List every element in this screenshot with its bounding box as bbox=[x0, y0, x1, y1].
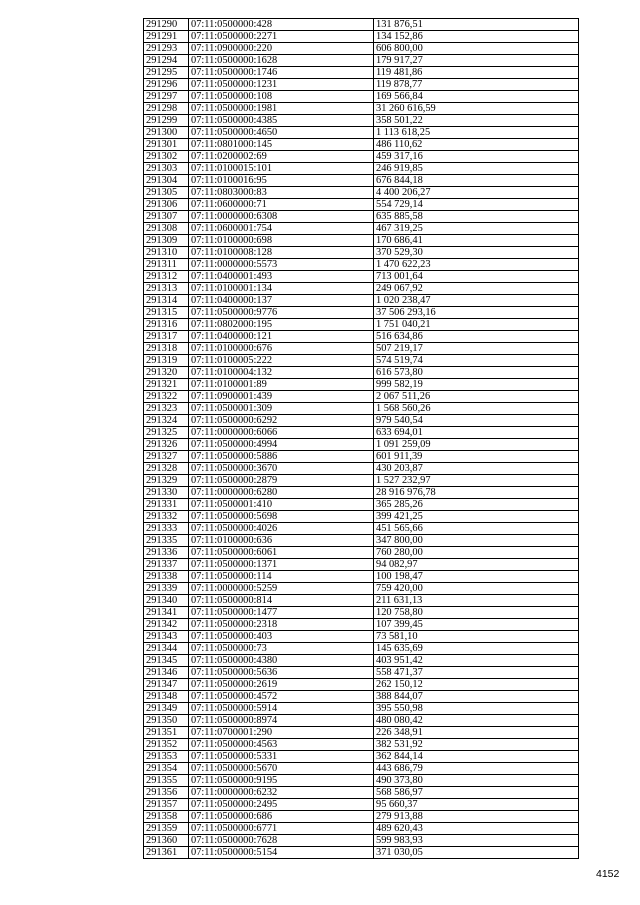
value-cell: 37 506 293,16 bbox=[374, 307, 579, 319]
table-row bbox=[144, 463, 579, 475]
value-cell: 388 844,07 bbox=[374, 691, 579, 703]
value-cell: 169 566,84 bbox=[374, 91, 579, 103]
cadastral-number-cell: 07:11:0500000:8974 bbox=[189, 715, 374, 727]
cadastral-number-cell: 07:11:0500000:4380 bbox=[189, 655, 374, 667]
value-cell: 107 399,45 bbox=[374, 619, 579, 631]
cadastral-number-cell: 07:11:0000000:5573 bbox=[189, 259, 374, 271]
row-number-cell: 291332 bbox=[144, 511, 189, 523]
table-row bbox=[144, 799, 579, 811]
table-row bbox=[144, 343, 579, 355]
cadastral-number-cell: 07:11:0500000:2619 bbox=[189, 679, 374, 691]
table-row bbox=[144, 331, 579, 343]
row-number-cell: 291295 bbox=[144, 67, 189, 79]
row-number-cell: 291341 bbox=[144, 607, 189, 619]
row-number-cell: 291343 bbox=[144, 631, 189, 643]
value-cell: 362 844,14 bbox=[374, 751, 579, 763]
value-cell: 211 631,13 bbox=[374, 595, 579, 607]
value-cell: 633 694,01 bbox=[374, 427, 579, 439]
cadastral-number-cell: 07:11:0000000:6308 bbox=[189, 211, 374, 223]
row-number-cell: 291298 bbox=[144, 103, 189, 115]
value-cell: 1 091 259,09 bbox=[374, 439, 579, 451]
table-body bbox=[144, 19, 579, 859]
value-cell: 443 686,79 bbox=[374, 763, 579, 775]
cadastral-number-cell: 07:11:0000000:6066 bbox=[189, 427, 374, 439]
table-row bbox=[144, 499, 579, 511]
value-cell: 145 635,69 bbox=[374, 643, 579, 655]
cadastral-number-cell: 07:11:0500000:6292 bbox=[189, 415, 374, 427]
cadastral-number-cell: 07:11:0000000:6280 bbox=[189, 487, 374, 499]
cadastral-number-cell: 07:11:0400000:121 bbox=[189, 331, 374, 343]
table-row bbox=[144, 775, 579, 787]
table-row bbox=[144, 187, 579, 199]
cadastral-number-cell: 07:11:0500000:4026 bbox=[189, 523, 374, 535]
value-cell: 170 686,41 bbox=[374, 235, 579, 247]
table-row bbox=[144, 19, 579, 31]
row-number-cell: 291351 bbox=[144, 727, 189, 739]
table-row bbox=[144, 319, 579, 331]
value-cell: 365 285,26 bbox=[374, 499, 579, 511]
value-cell: 616 573,80 bbox=[374, 367, 579, 379]
cadastral-number-cell: 07:11:0500000:4385 bbox=[189, 115, 374, 127]
cadastral-number-cell: 07:11:0500000:1746 bbox=[189, 67, 374, 79]
value-cell: 370 529,30 bbox=[374, 247, 579, 259]
row-number-cell: 291297 bbox=[144, 91, 189, 103]
cadastral-number-cell: 07:11:0500000:2495 bbox=[189, 799, 374, 811]
table-row bbox=[144, 139, 579, 151]
value-cell: 28 916 976,78 bbox=[374, 487, 579, 499]
table-row bbox=[144, 415, 579, 427]
table-row bbox=[144, 583, 579, 595]
row-number-cell: 291324 bbox=[144, 415, 189, 427]
value-cell: 73 581,10 bbox=[374, 631, 579, 643]
row-number-cell: 291314 bbox=[144, 295, 189, 307]
row-number-cell: 291335 bbox=[144, 535, 189, 547]
row-number-cell: 291309 bbox=[144, 235, 189, 247]
value-cell: 676 844,18 bbox=[374, 175, 579, 187]
row-number-cell: 291340 bbox=[144, 595, 189, 607]
row-number-cell: 291294 bbox=[144, 55, 189, 67]
table-row bbox=[144, 691, 579, 703]
value-cell: 1 527 232,97 bbox=[374, 475, 579, 487]
row-number-cell: 291293 bbox=[144, 43, 189, 55]
cadastral-number-cell: 07:11:0500000:2879 bbox=[189, 475, 374, 487]
cadastral-number-cell: 07:11:0900001:439 bbox=[189, 391, 374, 403]
value-cell: 100 198,47 bbox=[374, 571, 579, 583]
value-cell: 249 067,92 bbox=[374, 283, 579, 295]
table-row bbox=[144, 91, 579, 103]
value-cell: 94 082,97 bbox=[374, 559, 579, 571]
table-row bbox=[144, 175, 579, 187]
cadastral-number-cell: 07:11:0400000:137 bbox=[189, 295, 374, 307]
cadastral-number-cell: 07:11:0100016:95 bbox=[189, 175, 374, 187]
cadastral-number-cell: 07:11:0500000:3670 bbox=[189, 463, 374, 475]
value-cell: 467 319,25 bbox=[374, 223, 579, 235]
value-cell: 120 758,80 bbox=[374, 607, 579, 619]
table-row bbox=[144, 115, 579, 127]
row-number-cell: 291327 bbox=[144, 451, 189, 463]
cadastral-number-cell: 07:11:0100008:128 bbox=[189, 247, 374, 259]
row-number-cell: 291345 bbox=[144, 655, 189, 667]
cadastral-number-cell: 07:11:0000000:5259 bbox=[189, 583, 374, 595]
row-number-cell: 291348 bbox=[144, 691, 189, 703]
cadastral-number-cell: 07:11:0500000:428 bbox=[189, 19, 374, 31]
row-number-cell: 291325 bbox=[144, 427, 189, 439]
row-number-cell: 291352 bbox=[144, 739, 189, 751]
value-cell: 395 550,98 bbox=[374, 703, 579, 715]
table-row bbox=[144, 211, 579, 223]
row-number-cell: 291339 bbox=[144, 583, 189, 595]
table-row bbox=[144, 571, 579, 583]
row-number-cell: 291310 bbox=[144, 247, 189, 259]
table-row bbox=[144, 823, 579, 835]
table-row bbox=[144, 163, 579, 175]
table-row bbox=[144, 523, 579, 535]
cadastral-number-cell: 07:11:0500000:1231 bbox=[189, 79, 374, 91]
row-number-cell: 291291 bbox=[144, 31, 189, 43]
cadastral-number-cell: 07:11:0500000:2271 bbox=[189, 31, 374, 43]
page-number: 4152 bbox=[596, 868, 620, 880]
value-cell: 507 219,17 bbox=[374, 343, 579, 355]
row-number-cell: 291307 bbox=[144, 211, 189, 223]
value-cell: 4 400 206,27 bbox=[374, 187, 579, 199]
cadastral-number-cell: 07:11:0500000:6771 bbox=[189, 823, 374, 835]
value-cell: 486 110,62 bbox=[374, 139, 579, 151]
value-cell: 999 582,19 bbox=[374, 379, 579, 391]
table-row bbox=[144, 631, 579, 643]
row-number-cell: 291318 bbox=[144, 343, 189, 355]
cadastral-number-cell: 07:11:0000000:6232 bbox=[189, 787, 374, 799]
row-number-cell: 291316 bbox=[144, 319, 189, 331]
row-number-cell: 291308 bbox=[144, 223, 189, 235]
cadastral-number-cell: 07:11:0500000:114 bbox=[189, 571, 374, 583]
table-row bbox=[144, 403, 579, 415]
cadastral-number-cell: 07:11:0500000:6061 bbox=[189, 547, 374, 559]
value-cell: 399 421,25 bbox=[374, 511, 579, 523]
table-row bbox=[144, 739, 579, 751]
row-number-cell: 291299 bbox=[144, 115, 189, 127]
table-row bbox=[144, 679, 579, 691]
table-row bbox=[144, 727, 579, 739]
value-cell: 95 660,37 bbox=[374, 799, 579, 811]
table-row bbox=[144, 271, 579, 283]
row-number-cell: 291361 bbox=[144, 847, 189, 859]
table-row bbox=[144, 667, 579, 679]
table-row bbox=[144, 427, 579, 439]
table-row bbox=[144, 259, 579, 271]
cadastral-number-cell: 07:11:0500001:410 bbox=[189, 499, 374, 511]
cadastral-number-cell: 07:11:0500000:686 bbox=[189, 811, 374, 823]
value-cell: 226 348,91 bbox=[374, 727, 579, 739]
row-number-cell: 291322 bbox=[144, 391, 189, 403]
cadastral-number-cell: 07:11:0600000:71 bbox=[189, 199, 374, 211]
table-row bbox=[144, 475, 579, 487]
row-number-cell: 291347 bbox=[144, 679, 189, 691]
table-row bbox=[144, 787, 579, 799]
cadastral-number-cell: 07:11:0500000:73 bbox=[189, 643, 374, 655]
value-cell: 599 983,93 bbox=[374, 835, 579, 847]
value-cell: 601 911,39 bbox=[374, 451, 579, 463]
value-cell: 451 565,66 bbox=[374, 523, 579, 535]
value-cell: 1 470 622,23 bbox=[374, 259, 579, 271]
table-row bbox=[144, 103, 579, 115]
row-number-cell: 291311 bbox=[144, 259, 189, 271]
table-row bbox=[144, 295, 579, 307]
row-number-cell: 291315 bbox=[144, 307, 189, 319]
cadastral-number-cell: 07:11:0500000:7628 bbox=[189, 835, 374, 847]
cadastral-number-cell: 07:11:0500000:1371 bbox=[189, 559, 374, 571]
value-cell: 119 481,86 bbox=[374, 67, 579, 79]
cadastral-number-cell: 07:11:0100001:89 bbox=[189, 379, 374, 391]
cadastral-number-cell: 07:11:0500000:4650 bbox=[189, 127, 374, 139]
row-number-cell: 291330 bbox=[144, 487, 189, 499]
cadastral-number-cell: 07:11:0500000:403 bbox=[189, 631, 374, 643]
cadastral-number-cell: 07:11:0700001:290 bbox=[189, 727, 374, 739]
value-cell: 2 067 511,26 bbox=[374, 391, 579, 403]
table-row bbox=[144, 847, 579, 859]
table-row bbox=[144, 67, 579, 79]
cadastral-number-cell: 07:11:0500000:5154 bbox=[189, 847, 374, 859]
table-row bbox=[144, 595, 579, 607]
row-number-cell: 291360 bbox=[144, 835, 189, 847]
row-number-cell: 291304 bbox=[144, 175, 189, 187]
row-number-cell: 291321 bbox=[144, 379, 189, 391]
cadastral-number-cell: 07:11:0500000:5670 bbox=[189, 763, 374, 775]
row-number-cell: 291338 bbox=[144, 571, 189, 583]
table-row bbox=[144, 43, 579, 55]
value-cell: 574 519,74 bbox=[374, 355, 579, 367]
value-cell: 713 001,64 bbox=[374, 271, 579, 283]
table-row bbox=[144, 31, 579, 43]
value-cell: 1 113 618,25 bbox=[374, 127, 579, 139]
value-cell: 759 420,00 bbox=[374, 583, 579, 595]
value-cell: 1 568 560,26 bbox=[374, 403, 579, 415]
row-number-cell: 291323 bbox=[144, 403, 189, 415]
value-cell: 134 152,86 bbox=[374, 31, 579, 43]
table-row bbox=[144, 763, 579, 775]
value-cell: 558 471,37 bbox=[374, 667, 579, 679]
row-number-cell: 291300 bbox=[144, 127, 189, 139]
value-cell: 568 586,97 bbox=[374, 787, 579, 799]
row-number-cell: 291346 bbox=[144, 667, 189, 679]
cadastral-number-cell: 07:11:0500000:9195 bbox=[189, 775, 374, 787]
value-cell: 979 540,54 bbox=[374, 415, 579, 427]
row-number-cell: 291333 bbox=[144, 523, 189, 535]
table-row bbox=[144, 715, 579, 727]
table-row bbox=[144, 391, 579, 403]
value-cell: 358 501,22 bbox=[374, 115, 579, 127]
table-row bbox=[144, 223, 579, 235]
row-number-cell: 291331 bbox=[144, 499, 189, 511]
value-cell: 371 030,05 bbox=[374, 847, 579, 859]
cadastral-number-cell: 07:11:0500000:4563 bbox=[189, 739, 374, 751]
cadastral-number-cell: 07:11:0100000:698 bbox=[189, 235, 374, 247]
table-row bbox=[144, 235, 579, 247]
value-cell: 262 150,12 bbox=[374, 679, 579, 691]
row-number-cell: 291342 bbox=[144, 619, 189, 631]
value-cell: 31 260 616,59 bbox=[374, 103, 579, 115]
value-cell: 246 919,85 bbox=[374, 163, 579, 175]
row-number-cell: 291359 bbox=[144, 823, 189, 835]
table-row bbox=[144, 535, 579, 547]
table-row bbox=[144, 487, 579, 499]
table-row bbox=[144, 367, 579, 379]
table-row bbox=[144, 379, 579, 391]
cadastral-number-cell: 07:11:0500000:1477 bbox=[189, 607, 374, 619]
row-number-cell: 291349 bbox=[144, 703, 189, 715]
value-cell: 554 729,14 bbox=[374, 199, 579, 211]
cadastral-number-cell: 07:11:0500000:5886 bbox=[189, 451, 374, 463]
row-number-cell: 291344 bbox=[144, 643, 189, 655]
cadastral-number-cell: 07:11:0803000:83 bbox=[189, 187, 374, 199]
cadastral-number-cell: 07:11:0500000:2318 bbox=[189, 619, 374, 631]
cadastral-number-cell: 07:11:0900000:220 bbox=[189, 43, 374, 55]
row-number-cell: 291317 bbox=[144, 331, 189, 343]
row-number-cell: 291336 bbox=[144, 547, 189, 559]
value-cell: 430 203,87 bbox=[374, 463, 579, 475]
value-cell: 760 280,00 bbox=[374, 547, 579, 559]
cadastral-number-cell: 07:11:0500000:5914 bbox=[189, 703, 374, 715]
row-number-cell: 291356 bbox=[144, 787, 189, 799]
row-number-cell: 291313 bbox=[144, 283, 189, 295]
row-number-cell: 291301 bbox=[144, 139, 189, 151]
cadastral-number-cell: 07:11:0100015:101 bbox=[189, 163, 374, 175]
row-number-cell: 291353 bbox=[144, 751, 189, 763]
table-row bbox=[144, 511, 579, 523]
cadastral-number-cell: 07:11:0802000:195 bbox=[189, 319, 374, 331]
table-row bbox=[144, 55, 579, 67]
table-row bbox=[144, 127, 579, 139]
table-row bbox=[144, 619, 579, 631]
cadastral-number-cell: 07:11:0600001:754 bbox=[189, 223, 374, 235]
value-cell: 489 620,43 bbox=[374, 823, 579, 835]
value-cell: 131 876,51 bbox=[374, 19, 579, 31]
row-number-cell: 291306 bbox=[144, 199, 189, 211]
row-number-cell: 291358 bbox=[144, 811, 189, 823]
row-number-cell: 291305 bbox=[144, 187, 189, 199]
cadastral-number-cell: 07:11:0500000:5698 bbox=[189, 511, 374, 523]
table-row bbox=[144, 283, 579, 295]
row-number-cell: 291326 bbox=[144, 439, 189, 451]
table-row bbox=[144, 703, 579, 715]
cadastral-number-cell: 07:11:0100000:676 bbox=[189, 343, 374, 355]
table-row bbox=[144, 559, 579, 571]
cadastral-number-cell: 07:11:0500000:9776 bbox=[189, 307, 374, 319]
table-row bbox=[144, 307, 579, 319]
value-cell: 403 951,42 bbox=[374, 655, 579, 667]
value-cell: 480 080,42 bbox=[374, 715, 579, 727]
table-row bbox=[144, 751, 579, 763]
cadastral-number-cell: 07:11:0500000:1981 bbox=[189, 103, 374, 115]
cadastral-number-cell: 07:11:0100001:134 bbox=[189, 283, 374, 295]
table-row bbox=[144, 655, 579, 667]
cadastral-number-cell: 07:11:0100005:222 bbox=[189, 355, 374, 367]
cadastral-number-cell: 07:11:0200002:69 bbox=[189, 151, 374, 163]
cadastral-number-cell: 07:11:0100004:132 bbox=[189, 367, 374, 379]
value-cell: 382 531,92 bbox=[374, 739, 579, 751]
cadastral-number-cell: 07:11:0500000:5636 bbox=[189, 667, 374, 679]
cadastral-number-cell: 07:11:0500000:108 bbox=[189, 91, 374, 103]
cadastral-number-cell: 07:11:0100000:636 bbox=[189, 535, 374, 547]
row-number-cell: 291290 bbox=[144, 19, 189, 31]
value-cell: 1 020 238,47 bbox=[374, 295, 579, 307]
cadastral-number-cell: 07:11:0500000:4994 bbox=[189, 439, 374, 451]
table-row bbox=[144, 811, 579, 823]
table-row bbox=[144, 607, 579, 619]
value-cell: 490 373,80 bbox=[374, 775, 579, 787]
cadastral-number-cell: 07:11:0801000:145 bbox=[189, 139, 374, 151]
cadastral-number-cell: 07:11:0500000:814 bbox=[189, 595, 374, 607]
value-cell: 459 317,16 bbox=[374, 151, 579, 163]
table-row bbox=[144, 199, 579, 211]
row-number-cell: 291354 bbox=[144, 763, 189, 775]
row-number-cell: 291355 bbox=[144, 775, 189, 787]
row-number-cell: 291328 bbox=[144, 463, 189, 475]
value-cell: 1 751 040,21 bbox=[374, 319, 579, 331]
value-cell: 179 917,27 bbox=[374, 55, 579, 67]
row-number-cell: 291296 bbox=[144, 79, 189, 91]
table-row bbox=[144, 151, 579, 163]
cadastral-value-table bbox=[143, 18, 579, 859]
row-number-cell: 291337 bbox=[144, 559, 189, 571]
value-cell: 635 885,58 bbox=[374, 211, 579, 223]
row-number-cell: 291329 bbox=[144, 475, 189, 487]
table-row bbox=[144, 247, 579, 259]
value-cell: 279 913,88 bbox=[374, 811, 579, 823]
value-cell: 119 878,77 bbox=[374, 79, 579, 91]
row-number-cell: 291319 bbox=[144, 355, 189, 367]
row-number-cell: 291357 bbox=[144, 799, 189, 811]
cadastral-number-cell: 07:11:0500000:4572 bbox=[189, 691, 374, 703]
table-row bbox=[144, 451, 579, 463]
cadastral-number-cell: 07:11:0400001:493 bbox=[189, 271, 374, 283]
table-row bbox=[144, 835, 579, 847]
cadastral-number-cell: 07:11:0500000:1628 bbox=[189, 55, 374, 67]
row-number-cell: 291320 bbox=[144, 367, 189, 379]
table-row bbox=[144, 79, 579, 91]
value-cell: 606 800,00 bbox=[374, 43, 579, 55]
table-row bbox=[144, 355, 579, 367]
value-cell: 347 800,00 bbox=[374, 535, 579, 547]
value-cell: 516 634,86 bbox=[374, 331, 579, 343]
row-number-cell: 291350 bbox=[144, 715, 189, 727]
table-row bbox=[144, 439, 579, 451]
row-number-cell: 291303 bbox=[144, 163, 189, 175]
row-number-cell: 291302 bbox=[144, 151, 189, 163]
cadastral-number-cell: 07:11:0500001:309 bbox=[189, 403, 374, 415]
row-number-cell: 291312 bbox=[144, 271, 189, 283]
table-row bbox=[144, 547, 579, 559]
table-row bbox=[144, 643, 579, 655]
cadastral-number-cell: 07:11:0500000:5331 bbox=[189, 751, 374, 763]
